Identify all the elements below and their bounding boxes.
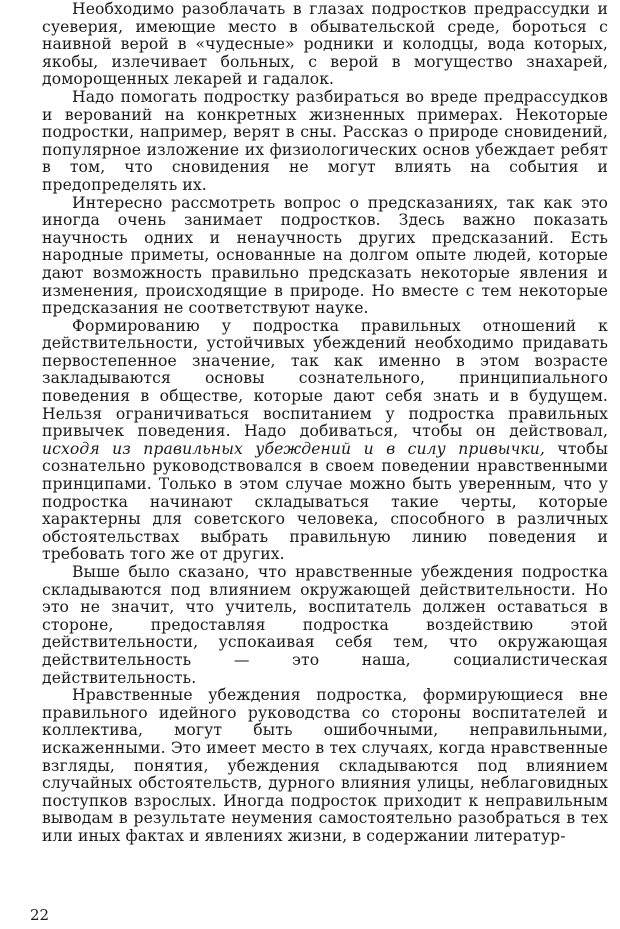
paragraph-text: Формированию у подростка правильных отношений к действительности, устойчивых убеждений необходимо придавать первостепенное значение, так как именно в этом возрасте закладываются основы сознательного, принципиального поведения в обществе, которые дают себя знать и в будущем. Нельзя ограничиваться воспитанием у подростка правильных привычек поведения. Надо добиваться, чтобы он действовал, (42, 316, 608, 441)
main-text (42, 1, 608, 846)
paragraph-text: Выше было сказано, что нравственные убеждения подростка складываются под влиянием окружающей действительности. Но это не значит, что учитель, воспитатель должен оставаться в стороне, предоставляя подростка воздействию этой действительности, успокаивая себя тем, что окружающая действительность — это наша, социалистическая действительность. (42, 563, 608, 687)
paragraph-text: чтобы сознательно руководствовался в своем поведении нравственными принципами. Только в этом случае можно быть уверенным, что у подростка начинают складываться такие черты, которые характерны для советского человека, способного в различных обстоятельствах выбрать правильную линию поведения и требовать того же от других. (42, 439, 608, 564)
paragraph-text: Надо помогать подростку разбираться во вреде предрассудков и верований на конкретных жизненных примерах. Некоторые подростки, например, верят в сны. Рассказ о природе сновидений, популярное изложение их физиологических основ убеждает ребят в том, что сновидения не могут влиять на события и предопределять их. (42, 87, 608, 194)
paragraph-convictions (42, 318, 608, 564)
paragraph-dreams (42, 89, 608, 195)
paragraph-predictions (42, 195, 608, 318)
paragraph-environment (42, 564, 608, 687)
paragraph-text: Нравственные убеждения подростка, формирующиеся вне правильного идейного руководства со стороны воспитателей и коллектива, могут быть ошибочными, неправильными, искаженными. Это имеет место в тех случаях, когда нравственные взгляды, понятия, убеждения складываются под влиянием случайных обстоятельств, дурного влияния улицы, неблаговидных поступков взрослых. Иногда подросток приходит к неправильным выводам в результате неумения самостоятельно разобраться в тех или иных фактах и явлениях жизни, в содержании литератур- (42, 686, 608, 845)
paragraph-text: Интересно рассмотреть вопрос о предсказаниях, так как это иногда очень занимает подростков. Здесь важно показать научность одних и ненаучность других предсказаний. Есть народные приметы, основанные на долгом опыте людей, которые дают возможность правильно предсказать некоторые явления и изменения, происходящие в природе. Но вместе с тем некоторые предсказания не соответствуют науке. (42, 193, 608, 318)
paragraph-italic-phrase: исходя из правильных убеждений и в силу привычки, (42, 439, 545, 458)
paragraph-text: Необходимо разоблачать в глазах подростков предрассудки и суеверия, имеющие место в обывательской среде, бороться с наивной верой в «чудесные» родники и колодцы, вода которых, якобы, излечивает больных, с верой в могущество знахарей, доморощенных лекарей и гадалок. (42, 0, 608, 89)
paragraph-mistaken-convictions (42, 687, 608, 845)
paragraph-superstitions (42, 1, 608, 89)
page-number: 22 (30, 906, 50, 924)
